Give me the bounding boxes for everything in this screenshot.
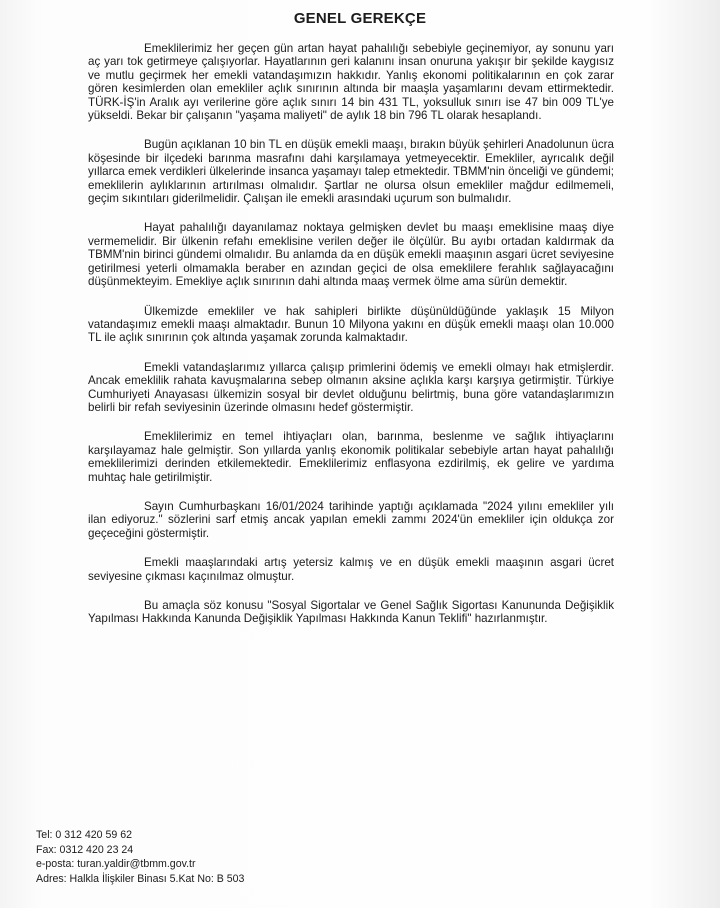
paragraph-6: Emeklilerimiz en temel ihtiyaçları olan, barınma, beslenme ve sağlık ihtiyaçlarını karşılayamaz hale gelmiştir. Son yıllarda yanlış ekonomik politikalar sebebiyle artan hayat pahalılığı emeklilerimizi derinden etkilemektedir. Emeklilerimiz enflasyona ezdirilmiş, ek gelire ve yardıma muhtaç hale getirilmiştir.	[88, 430, 614, 484]
paragraph-3: Hayat pahalılığı dayanılamaz noktaya gelmişken devlet bu maaşı emeklisine maaş diye vermemelidir. Bir ülkenin refahı emeklisine verilen değer ile ölçülür. Bu ayıbı ortadan kaldırmak da TBMM'nin birinci gündemi olmalıdır. Bu anlamda da en düşük emekli maaşının asgari ücret seviyesine getirilmesi yeterli olmamakla beraber en azından geçici de olsa emeklilere ferahlık sağlayacağını düşünmekteyim. Emekliye açlık sınırının dahi altında maaş vermek ölme ama sürün demektir.	[88, 221, 614, 289]
paragraph-1: Emeklilerimiz her geçen gün artan hayat pahalılığı sebebiyle geçinemiyor, ay sonunu yarı aç yarı tok getirmeye çalışıyorlar. Hayatlarının geri kalanını insan onuruna yakışır bir şekilde kaygısız ve mutlu geçirmek her emekli vatandaşımızın hakkıdır. Yanlış ekonomi politikalarının en çok zarar gören kesimlerden olan emekliler açlık sınırının altında bir maaşla yaşamlarını devam ettirmektedir. TÜRK-İŞ'in Aralık ayı verilerine göre açlık sınırı 14 bin 431 TL, yoksulluk sınırı ise 47 bin 009 TL'ye yükseldi. Bekar bir çalışanın "yaşama maliyeti" de aylık 18 bin 796 TL olarak hesaplandı.	[88, 42, 614, 123]
contact-tel: Tel: 0 312 420 59 62	[36, 829, 133, 841]
contact-block	[36, 828, 244, 886]
contact-email: e-posta: turan.yaldir@tbmm.gov.tr	[36, 858, 196, 871]
paragraph-4: Ülkemizde emekliler ve hak sahipleri birlikte düşünüldüğünde yaklaşık 15 Milyon vatandaşımız emekli maaşı almaktadır. Bunun 10 Milyona yakını en düşük emekli maaşı olan 10.000 TL ile açlık sınırının çok altında yaşamak zorunda kalmaktadır.	[88, 304, 614, 345]
paragraph-2: Bugün açıklanan 10 bin TL en düşük emekli maaşı, bırakın büyük şehirleri Anadolunun ücra köşesinde bir ilçedeki barınma masrafını dahi karşılamaya yetmeyecektir. Emekliler, ayrıcalık değil yıllarca emek verdikleri ülkelerinde insanca yaşamayı talep etmektedir. TBMM'nin önceliği ve gündemi; emeklilerin aylıklarının artırılması olmalıdır. Şartlar ne olursa olsun emekliler mağdur edilmemeli, geçim sıkıntıları giderilmelidir. Çalışan ile emekli arasındaki uçurum son bulmalıdır.	[88, 138, 614, 206]
document-title: GENEL GEREKÇE	[293, 10, 427, 27]
paragraph-8: Emekli maaşlarındaki artış yetersiz kalmış ve en düşük emekli maaşının asgari ücret seviyesine çıkması kaçınılmaz olmuştur.	[88, 556, 614, 583]
contact-address: Adres: Halkla İlişkiler Binası 5.Kat No: B 503	[36, 872, 245, 885]
paragraph-9: Bu amaçla söz konusu "Sosyal Sigortalar ve Genel Sağlık Sigortası Kanununda Değişiklik Yapılması Hakkında Kanunda Değişiklik Yapılması Hakkında Kanun Teklifi" hazırlanmıştır.	[88, 599, 614, 626]
contact-fax: Fax: 0312 420 23 24	[36, 843, 134, 856]
document-body	[88, 42, 614, 642]
paragraph-5: Emekli vatandaşlarımız yıllarca çalışıp primlerini ödemiş ve emekli olmayı hak etmişlerdir. Ancak emeklilik rahata kavuşmalarına sebep olmanın aksine açlıkla karşı karşıya getirmiştir. Türkiye Cumhuriyeti Anayasası ülkemizin sosyal bir devlet olduğunu belirtmiş, buna göre vatandaşlarımızın belirli bir refah seviyesinin üzerinde olmasını hedef göstermiştir.	[88, 360, 614, 414]
paragraph-7: Sayın Cumhurbaşkanı 16/01/2024 tarihinde yaptığı açıklamada "2024 yılını emekliler yılı ilan ediyoruz." sözlerini sarf etmiş ancak yapılan emekli zammı 2024'ün emekliler için oldukça zor geçeceğini göstermiştir.	[88, 499, 614, 540]
